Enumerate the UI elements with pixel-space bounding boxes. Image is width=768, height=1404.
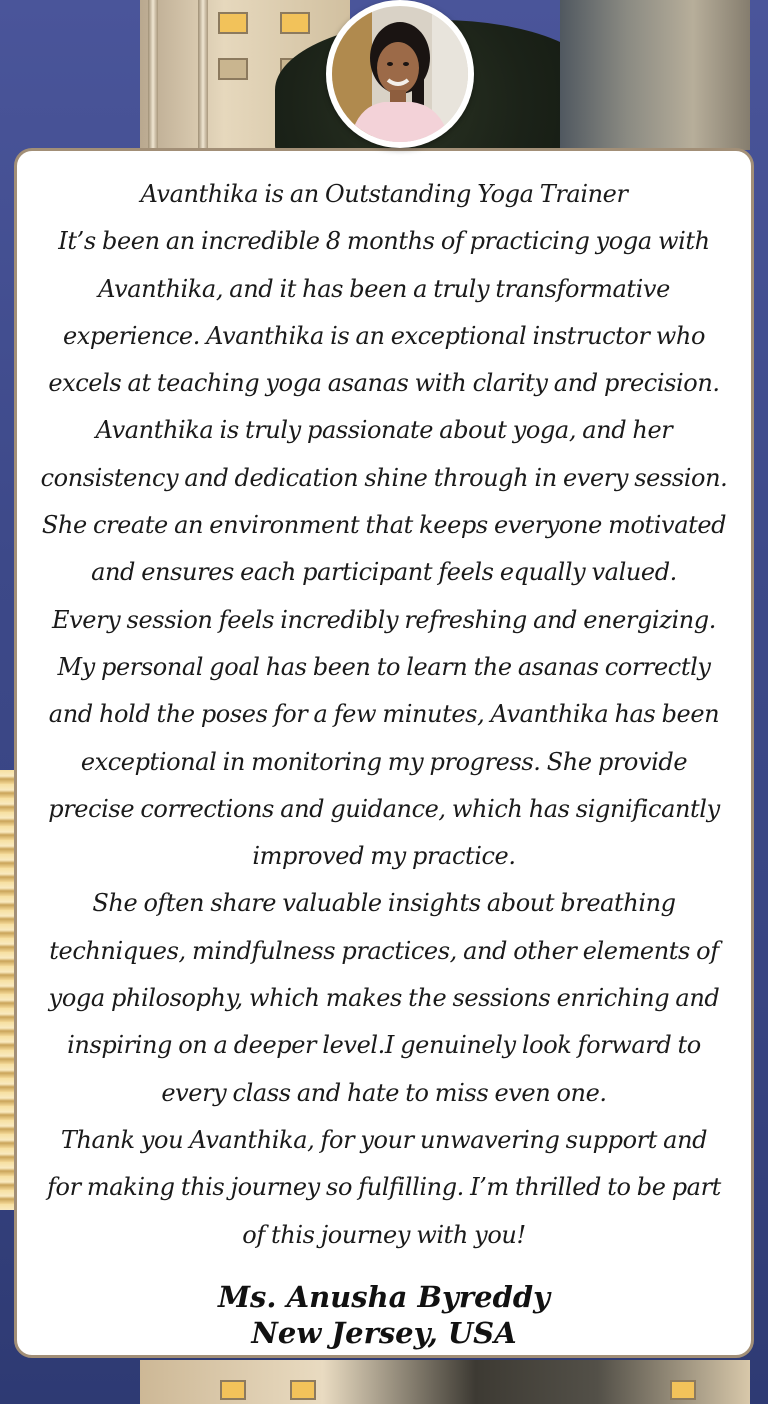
avatar (326, 0, 474, 148)
testimonial-line: yoga philosophy, which makes the sessions enriching and (48, 984, 720, 1013)
testimonial-line: exceptional in monitoring my progress. She provide (80, 747, 688, 776)
testimonial-line: inspiring on a deeper level.I genuinely look forward to (67, 1031, 701, 1060)
testimonial-card (14, 148, 754, 1358)
building-right (560, 0, 750, 150)
profile-photo-icon (332, 6, 468, 142)
testimonial-line: precise corrections and guidance, which has significantly (48, 794, 720, 823)
testimonial-line: consistency and dedication shine through in every session. (40, 463, 728, 492)
building-bottom (140, 1360, 750, 1404)
testimonial-line: Every session feels incredibly refreshing and energizing. (52, 605, 716, 634)
testimonial-line: for making this journey so fulfilling. I’m thrilled to be part (47, 1173, 721, 1202)
testimonial-line: experience. Avanthika is an exceptional instructor who (62, 321, 706, 350)
testimonial-line: She create an environment that keeps everyone motivated (41, 511, 727, 540)
testimonial-line: and hold the poses for a few minutes, Avanthika has been (48, 700, 720, 729)
author-name: Ms. Anusha Byreddy (217, 1280, 551, 1314)
testimonial-line: Avanthika is truly passionate about yoga, and her (95, 416, 673, 445)
testimonial-text (17, 171, 751, 1259)
testimonial-line: She often share valuable insights about breathing (92, 889, 676, 918)
testimonial-line: My personal goal has been to learn the asanas correctly (57, 652, 711, 681)
testimonial-line: improved my practice. (252, 842, 516, 871)
testimonial-line: It’s been an incredible 8 months of practicing yoga with (58, 227, 710, 256)
testimonial-heading: Avanthika is an Outstanding Yoga Trainer (140, 180, 628, 208)
author-location: New Jersey, USA (251, 1316, 517, 1350)
signature (17, 1279, 751, 1351)
testimonial-line: and ensures each participant feels equally valued. (91, 558, 677, 587)
testimonial-line: Thank you Avanthika, for your unwavering support and (60, 1125, 708, 1154)
testimonial-line: Avanthika, and it has been a truly transformative (98, 274, 670, 303)
testimonial-line: techniques, mindfulness practices, and other elements of (49, 936, 719, 965)
testimonial-line: excels at teaching yoga asanas with clarity and precision. (48, 369, 720, 398)
testimonial-line: of this journey with you! (242, 1220, 526, 1249)
testimonial-line: every class and hate to miss even one. (161, 1078, 607, 1107)
